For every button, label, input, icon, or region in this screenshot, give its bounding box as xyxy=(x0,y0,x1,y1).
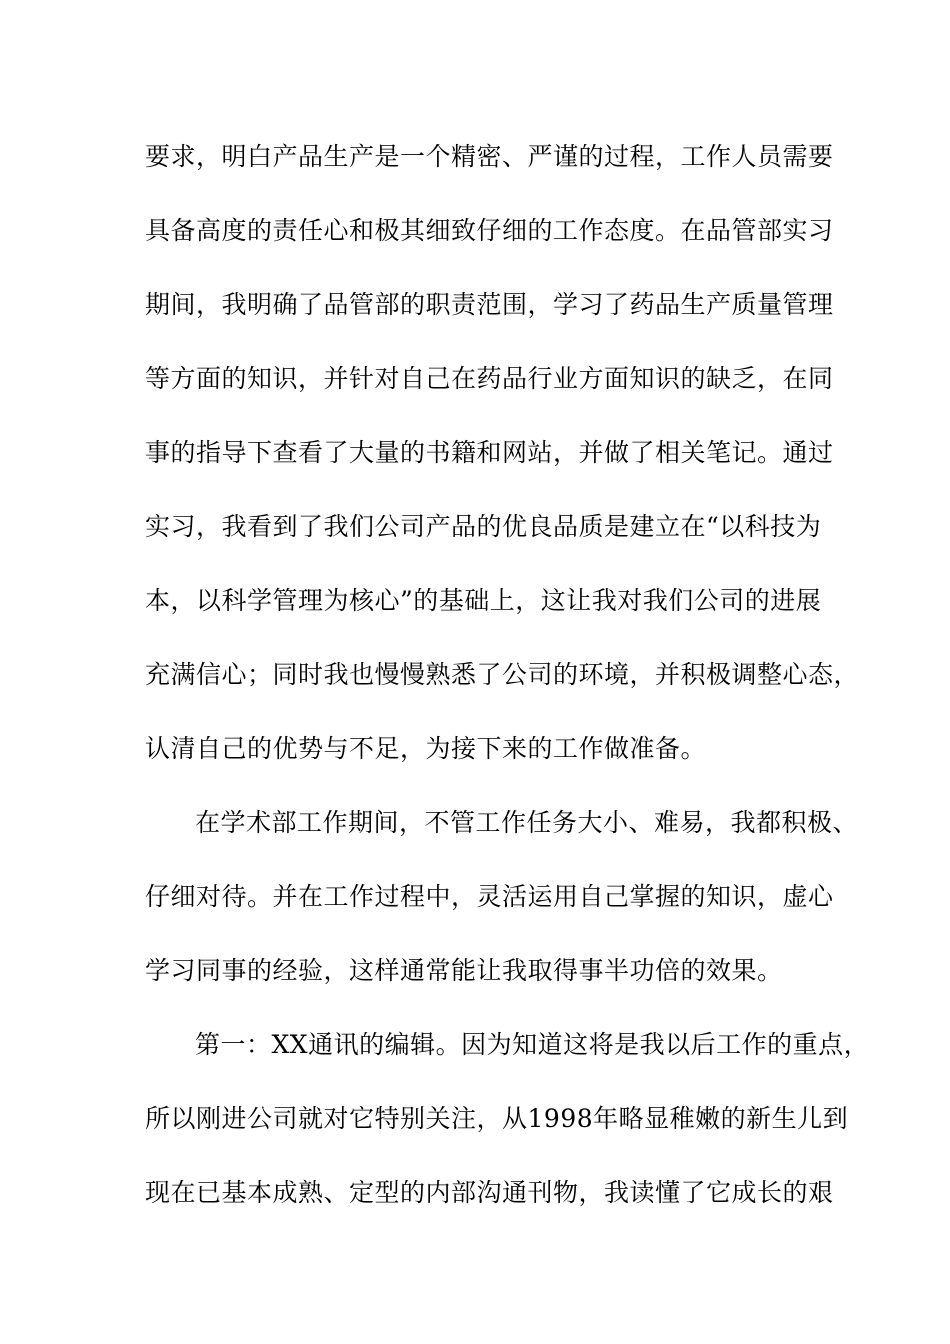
text-line: 现在已基本成熟、定型的内部沟通刊物，我读懂了它成长的艰 xyxy=(145,1178,834,1207)
document-body xyxy=(145,120,870,1230)
paragraph-start-line: 第一：XX通讯的编辑。因为知道这将是我以后工作的重点， xyxy=(195,1030,870,1059)
text-line: 认清自己的优势与不足，为接下来的工作做准备。 xyxy=(145,734,707,763)
text-line: 所以刚进公司就对它特别关注，从1998年略显稚嫩的新生儿到 xyxy=(145,1104,849,1133)
paragraph-start-line: 在学术部工作期间，不管工作任务大小、难易，我都积极、 xyxy=(195,808,859,837)
text-line: 仔细对待。并在工作过程中，灵活运用自己掌握的知识，虚心 xyxy=(145,882,834,911)
text-line: 本，以科学管理为核心”的基础上，这让我对我们公司的进展 xyxy=(145,586,822,615)
text-line: 具备高度的责任心和极其细致仔细的工作态度。在品管部实习 xyxy=(145,216,834,245)
text-line: 期间，我明确了品管部的职责范围，学习了药品生产质量管理 xyxy=(145,290,834,319)
text-line: 学习同事的经验，这样通常能让我取得事半功倍的效果。 xyxy=(145,956,783,985)
text-line: 事的指导下查看了大量的书籍和网站，并做了相关笔记。通过 xyxy=(145,438,834,467)
text-line: 要求，明白产品生产是一个精密、严谨的过程，工作人员需要 xyxy=(145,142,834,171)
text-line: 等方面的知识，并针对自己在药品行业方面知识的缺乏，在同 xyxy=(145,364,834,393)
text-line: 充满信心；同时我也慢慢熟悉了公司的环境，并积极调整心态， xyxy=(145,660,860,689)
text-line: 实习，我看到了我们公司产品的优良品质是建立在“以科技为 xyxy=(145,512,822,541)
